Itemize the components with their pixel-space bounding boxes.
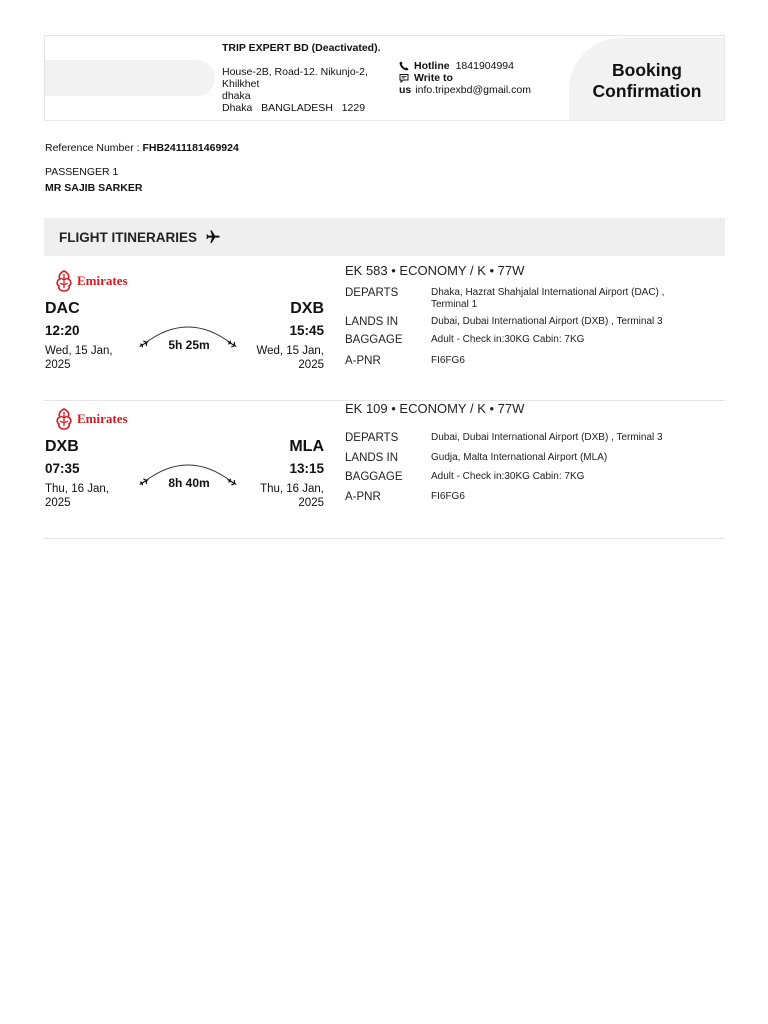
reference-number — [45, 142, 239, 154]
flight-header: EK 109 • ECONOMY / K • 77W — [345, 401, 525, 416]
pnr-label: A-PNR — [345, 491, 381, 503]
company-block — [222, 42, 412, 114]
company-city-line — [222, 102, 412, 114]
airline-logo — [54, 408, 128, 430]
baggage-value: Adult - Check in:30KG Cabin: 7KG — [431, 334, 585, 345]
company-city: Dhaka — [222, 102, 253, 114]
baggage-row — [345, 334, 701, 346]
company-country: BANGLADESH — [261, 102, 333, 114]
email-link[interactable]: info.tripexbd@gmail.com — [415, 84, 531, 96]
pnr-value: FI6FG6 — [431, 355, 465, 366]
company-header — [44, 35, 725, 121]
departs-label: DEPARTS — [345, 287, 399, 299]
arrival-date-line2: 2025 — [298, 359, 324, 371]
departure-date-line1: Thu, 16 Jan, — [45, 483, 109, 495]
reference-value: FHB2411181469924 — [142, 142, 239, 154]
lands-row — [345, 316, 701, 328]
itineraries-header — [44, 218, 725, 256]
departure-code: DXB — [45, 438, 79, 455]
flight-header: EK 583 • ECONOMY / K • 77W — [345, 263, 525, 278]
baggage-label: BAGGAGE — [345, 334, 403, 346]
departure-code: DAC — [45, 300, 80, 317]
contact-block — [399, 60, 569, 96]
departure-date-line2: 2025 — [45, 497, 71, 509]
airline-name: Emirates — [77, 411, 128, 426]
takeoff-plane-icon — [138, 339, 150, 349]
itineraries-title: FLIGHT ITINERARIES — [59, 229, 197, 245]
airplane-icon — [204, 229, 222, 245]
passenger-name: MR SAJIB SARKER — [45, 182, 143, 194]
departure-time: 07:35 — [45, 461, 80, 476]
departure-date-line2: 2025 — [45, 359, 71, 371]
arrival-time: 13:15 — [289, 461, 324, 476]
pnr-row — [345, 491, 701, 503]
write-label: Write to — [414, 72, 453, 84]
departure-date — [45, 482, 130, 510]
baggage-value: Adult - Check in:30KG Cabin: 7KG — [431, 471, 585, 482]
lands-row — [345, 452, 701, 464]
lands-value: Gudja, Malta International Airport (MLA) — [431, 452, 608, 463]
landing-plane-icon — [226, 477, 238, 487]
lands-value: Dubai, Dubai International Airport (DXB) , Terminal 3 — [431, 316, 663, 327]
departs-label: DEPARTS — [345, 432, 399, 444]
company-address-line1: House-2B, Road-12. Nikunjo-2, — [222, 66, 368, 78]
write-label-us: us — [399, 84, 412, 96]
company-name: TRIP EXPERT BD (Deactivated). — [222, 42, 381, 54]
message-icon — [399, 73, 409, 83]
company-address-line2: Khilkhet — [222, 78, 260, 90]
departs-row — [345, 432, 701, 444]
write-row — [399, 72, 569, 84]
departure-date — [45, 344, 130, 372]
departure-time: 12:20 — [45, 323, 80, 338]
document-title-line2: Confirmation — [592, 81, 702, 101]
airline-logo — [54, 270, 128, 292]
departure-date-line1: Wed, 15 Jan, — [45, 345, 113, 357]
lands-label: LANDS IN — [345, 452, 399, 464]
takeoff-plane-icon — [138, 477, 150, 487]
company-address-line3: dhaka — [222, 90, 251, 102]
document-title — [588, 60, 706, 102]
passenger-label: PASSENGER 1 — [45, 166, 119, 178]
arrival-date-line1: Wed, 15 Jan, — [256, 345, 324, 357]
baggage-row — [345, 471, 701, 483]
arrival-date-line1: Thu, 16 Jan, — [260, 483, 324, 495]
arrival-date-line2: 2025 — [298, 497, 324, 509]
flight-duration: 8h 40m — [168, 476, 210, 490]
departs-value: Dhaka, Hazrat Shahjalal International Airport (DAC) , Terminal 1 — [431, 287, 665, 310]
hotline-row — [399, 60, 569, 72]
pnr-value: FI6FG6 — [431, 491, 465, 502]
flight-duration: 5h 25m — [168, 338, 210, 352]
pnr-row — [345, 355, 701, 367]
arrival-code: DXB — [290, 300, 324, 317]
document-title-line1: Booking — [612, 60, 682, 80]
flight-segment — [44, 394, 725, 539]
departs-value: Dubai, Dubai International Airport (DXB) , Terminal 3 — [431, 432, 663, 443]
arrival-code: MLA — [289, 438, 324, 455]
flight-segment — [44, 256, 725, 401]
hotline-value: 1841904994 — [455, 60, 514, 72]
landing-plane-icon — [226, 339, 238, 349]
email-row — [399, 84, 569, 96]
emirates-emblem-icon — [54, 408, 74, 430]
company-postcode: 1229 — [341, 102, 366, 114]
lands-label: LANDS IN — [345, 316, 399, 328]
hotline-label: Hotline — [414, 60, 450, 72]
airline-name: Emirates — [77, 273, 128, 288]
pnr-label: A-PNR — [345, 355, 381, 367]
arrival-date — [239, 344, 324, 372]
emirates-emblem-icon — [54, 270, 74, 292]
reference-label: Reference Number : — [45, 142, 140, 154]
baggage-label: BAGGAGE — [345, 471, 403, 483]
phone-icon — [399, 61, 409, 71]
departs-row — [345, 287, 701, 310]
arrival-time: 15:45 — [289, 323, 324, 338]
header-decoration-left — [45, 60, 215, 96]
arrival-date — [239, 482, 324, 510]
